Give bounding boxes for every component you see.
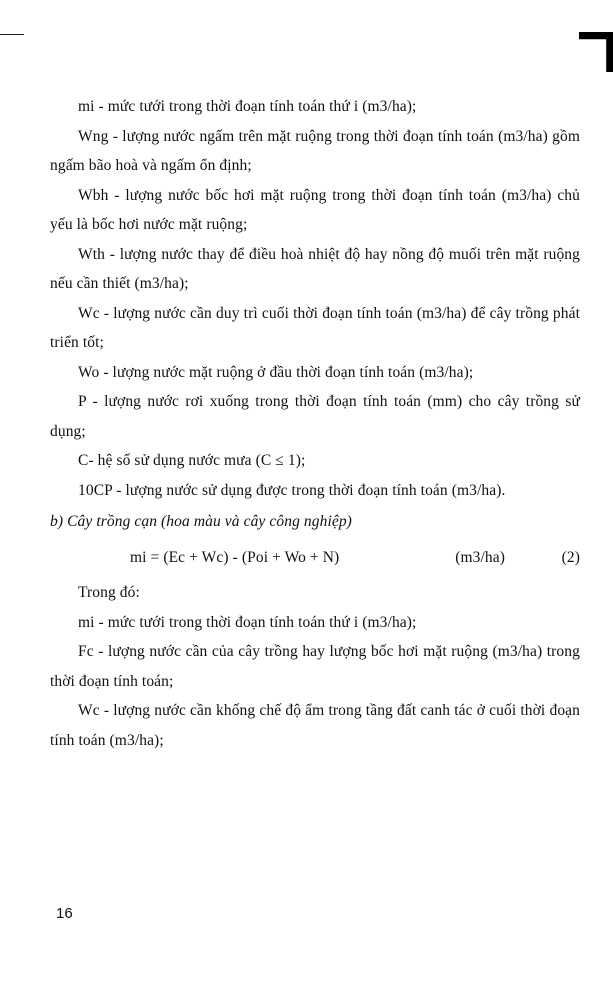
formula-number: (2)	[561, 548, 580, 566]
scan-corner-mark	[579, 32, 613, 72]
scan-edge-mark	[0, 34, 24, 35]
definition-mi: mi - mức tưới trong thời đoạn tính toán thứ i (m3/ha);	[78, 613, 417, 631]
section-heading: b) Cây trồng cạn (hoa màu và cây công nghiệp)	[50, 513, 352, 530]
formula-row	[50, 543, 580, 579]
paragraph-p: P - lượng nước rơi xuống trong thời đoạn tính toán (mm) cho cây trồng sử dụng;	[50, 393, 580, 440]
paragraph-10cp: 10CP - lượng nước sử dụng được trong thời đoạn tính toán (m3/ha).	[78, 481, 506, 499]
paragraph-wc: Wc - lượng nước cần duy trì cuối thời đoạn tính toán (m3/ha) để cây trồng phát triển tốt;	[50, 304, 580, 351]
paragraph-wng: Wng - lượng nước ngấm trên mặt ruộng trong thời đoạn tính toán (m3/ha) gồm ngấm bão hoà và ngấm ổn định;	[50, 127, 580, 174]
paragraph-wbh: Wbh - lượng nước bốc hơi mặt ruộng trong thời đoạn tính toán (m3/ha) chủ yếu là bốc hơi nước mặt ruộng;	[50, 186, 580, 233]
formula-expression: mi = (Ec + Wc) - (Poi + Wo + N)	[130, 548, 340, 566]
paragraph-wth: Wth - lượng nước thay để điều hoà nhiệt độ hay nồng độ muối trên mặt ruộng nếu cần thiết (m3/ha);	[50, 245, 580, 292]
page-number: 16	[56, 905, 73, 922]
definition-fc: Fc - lượng nước cần của cây trồng hay lượng bốc hơi mặt ruộng (m3/ha) trong thời đoạn tính toán;	[50, 643, 580, 690]
paragraph-wo: Wo - lượng nước mặt ruộng ở đầu thời đoạn tính toán (m3/ha);	[78, 363, 474, 381]
formula-unit: (m3/ha)	[455, 548, 505, 566]
where-label: Trong đó:	[78, 584, 140, 601]
definition-wc: Wc - lượng nước cần khống chế độ ẩm trong tầng đất canh tác ở cuối thời đoạn tính toán (m3/ha);	[50, 702, 580, 749]
paragraph-mi: mi - mức tưới trong thời đoạn tính toán thứ i (m3/ha);	[78, 98, 417, 115]
document-body	[50, 92, 580, 755]
paragraph-c: C- hệ số sử dụng nước mưa (C ≤ 1);	[78, 452, 306, 469]
